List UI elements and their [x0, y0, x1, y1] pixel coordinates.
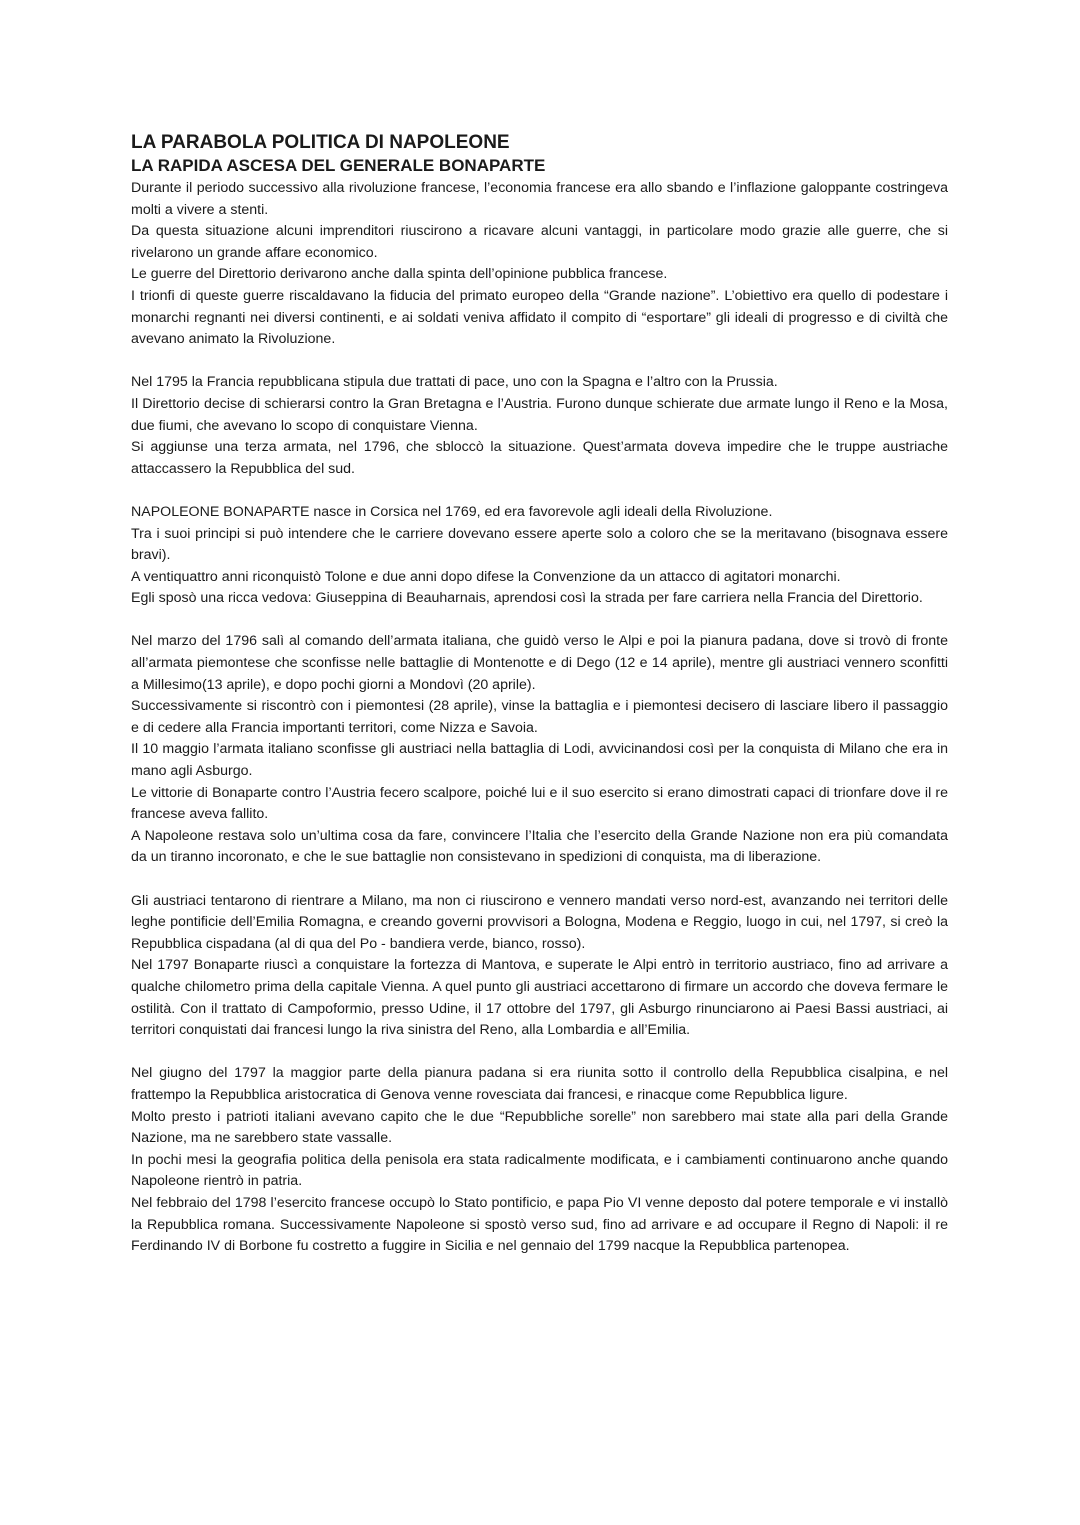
paragraph-line: Successivamente si riscontrò con i piemontesi (28 aprile), vinse la battaglia e i piemontesi decisero di lasciare libero il passaggio e di cedere alla Francia importanti territori, come Nizza e Savoia.	[131, 698, 948, 736]
paragraph-line: Il Direttorio decise di schierarsi contro la Gran Bretagna e l’Austria. Furono dunque schierate due armate lungo il Reno e la Mosa, due fiumi, che avevano lo scopo di conquistare Vienna.	[131, 395, 948, 434]
document-body	[131, 178, 948, 1258]
paragraph-line: Nel 1795 la Francia repubblicana stipula due trattati di pace, uno con la Spagna e l’altro con la Prussia.	[131, 374, 778, 391]
paragraph-line: Il 10 maggio l’armata italiano sconfisse gli austriaci nella battaglia di Lodi, avvicinandosi così per la conquista di Milano che era in mano agli Asburgo.	[131, 741, 948, 780]
paragraph-line: Nel giugno del 1797 la maggior parte della pianura padana si era riunita sotto il controllo della Repubblica cisalpina, e nel frattempo la Repubblica aristocratica di Genova venne rovesciata dai francesi, e rinacque come Repubblica ligure.	[131, 1065, 948, 1103]
paragraph	[131, 372, 948, 480]
paragraph-line: In pochi mesi la geografia politica della penisola era stata radicalmente modificata, e i cambiamenti continuarono anche quando Napoleone rientrò in patria.	[131, 1151, 948, 1190]
paragraph	[131, 1063, 948, 1257]
paragraph-line: Durante il periodo successivo alla rivoluzione francese, l’economia francese era allo sbando e l’inflazione galoppante costringeva molti a vivere a stenti.	[131, 180, 948, 218]
paragraph	[131, 502, 948, 610]
paragraph-line: Si aggiunse una terza armata, nel 1796, che sbloccò la situazione. Quest’armata doveva impedire che le truppe austriache attaccassero la Repubblica del sud.	[131, 439, 948, 477]
document-page	[131, 131, 948, 1279]
paragraph-line: NAPOLEONE BONAPARTE nasce in Corsica nel 1769, ed era favorevole agli ideali della Rivoluzione.	[131, 503, 773, 520]
paragraph-line: Egli sposò una ricca vedova: Giuseppina di Beauharnais, aprendosi così la strada per fare carriera nella Francia del Direttorio.	[131, 590, 923, 607]
paragraph	[131, 631, 948, 869]
paragraph-line: Gli austriaci tentarono di rientrare a Milano, ma non ci riuscirono e vennero mandati verso nord-est, avanzando nei territori delle leghe pontificie dell’Emilia Romagna, e creando governi provvisori a Bologna, Modena e Reggio, luogo in cui, nel 1797, si creò la Repubblica cispadana (al di qua del Po - bandiera verde, bianco, rosso).	[131, 892, 948, 952]
paragraph-line: Le guerre del Direttorio derivarono anche dalla spinta dell’opinione pubblica francese.	[131, 266, 668, 283]
paragraph-line: I trionfi di queste guerre riscaldavano la fiducia del primato europeo della “Grande nazione”. L’obiettivo era quello di podestare i monarchi regnanti nei diversi continenti, e ai soldati veniva affidato il compito di “esportare” gli ideali di progresso e di civiltà che avevano animato la Rivoluzione.	[131, 287, 948, 348]
document-title: LA PARABOLA POLITICA DI NAPOLEONE	[131, 132, 510, 153]
paragraph-line: Nel marzo del 1796 salì al comando dell’armata italiana, che guidò verso le Alpi e poi la pianura padana, dove si trovò di fronte all’armata piemontese che sconfisse nelle battaglie di Montenotte e di Dego (12 e 14 aprile), mentre gli austriaci vennero sconfitti a Millesimo(13 aprile), e dopo pochi giorni a Mondovì (20 aprile).	[131, 633, 948, 693]
paragraph-line: Tra i suoi principi si può intendere che le carriere dovevano essere aperte solo a coloro che se la meritavano (bisognava essere bravi).	[131, 525, 948, 564]
paragraph-line: Molto presto i patrioti italiani avevano capito che le due “Repubbliche sorelle” non sarebbero mai state alla pari della Grande Nazione, ma ne sarebbero state vassalle.	[131, 1108, 948, 1147]
paragraph-line: Nel febbraio del 1798 l’esercito francese occupò lo Stato pontificio, e papa Pio VI venne deposto dal potere temporale e vi installò la Repubblica romana. Successivamente Napoleone si spostò verso sud, fino ad arrivare e ad occupare il Regno di Napoli: il re Ferdinando IV di Borbone fu costretto a fuggire in Sicilia e nel gennaio del 1799 nacque la Repubblica partenopea.	[131, 1194, 948, 1255]
paragraph-line: Le vittorie di Bonaparte contro l’Austria fecero scalpore, poiché lui e il suo esercito si erano dimostrati capaci di trionfare dove il re francese aveva fallito.	[131, 784, 948, 823]
paragraph-line: Nel 1797 Bonaparte riuscì a conquistare la fortezza di Mantova, e superate le Alpi entrò in territorio austriaco, fino ad arrivare a qualche chilometro prima della capitale Vienna. A quel punto gli austriaci accettarono di firmare un accordo che doveva fermare le ostilità. Con il trattato di Campoformio, presso Udine, il 17 ottobre del 1797, gli Asburgo rinunciarono ai Paesi Bassi austriaci, ai territori conquistati dai francesi lungo la riva sinistra del Reno, alla Lombardia e all’Emilia.	[131, 957, 948, 1039]
paragraph-line: Da questa situazione alcuni imprenditori riuscirono a ricavare alcuni vantaggi, in particolare modo grazie alle guerre, che si rivelarono un grande affare economico.	[131, 223, 948, 261]
paragraph-line: A Napoleone restava solo un’ultima cosa da fare, convincere l’Italia che l’esercito della Grande Nazione non era più comandata da un tiranno incoronato, e che le sue battaglie non consistevano in spedizioni di conquista, ma di liberazione.	[131, 827, 948, 866]
paragraph	[131, 891, 948, 1042]
paragraph-line: A ventiquattro anni riconquistò Tolone e due anni dopo difese la Convenzione da un attacco di agitatori monarchi.	[131, 568, 841, 585]
paragraph	[131, 178, 948, 351]
document-subtitle: LA RAPIDA ASCESA DEL GENERALE BONAPARTE	[131, 156, 546, 175]
